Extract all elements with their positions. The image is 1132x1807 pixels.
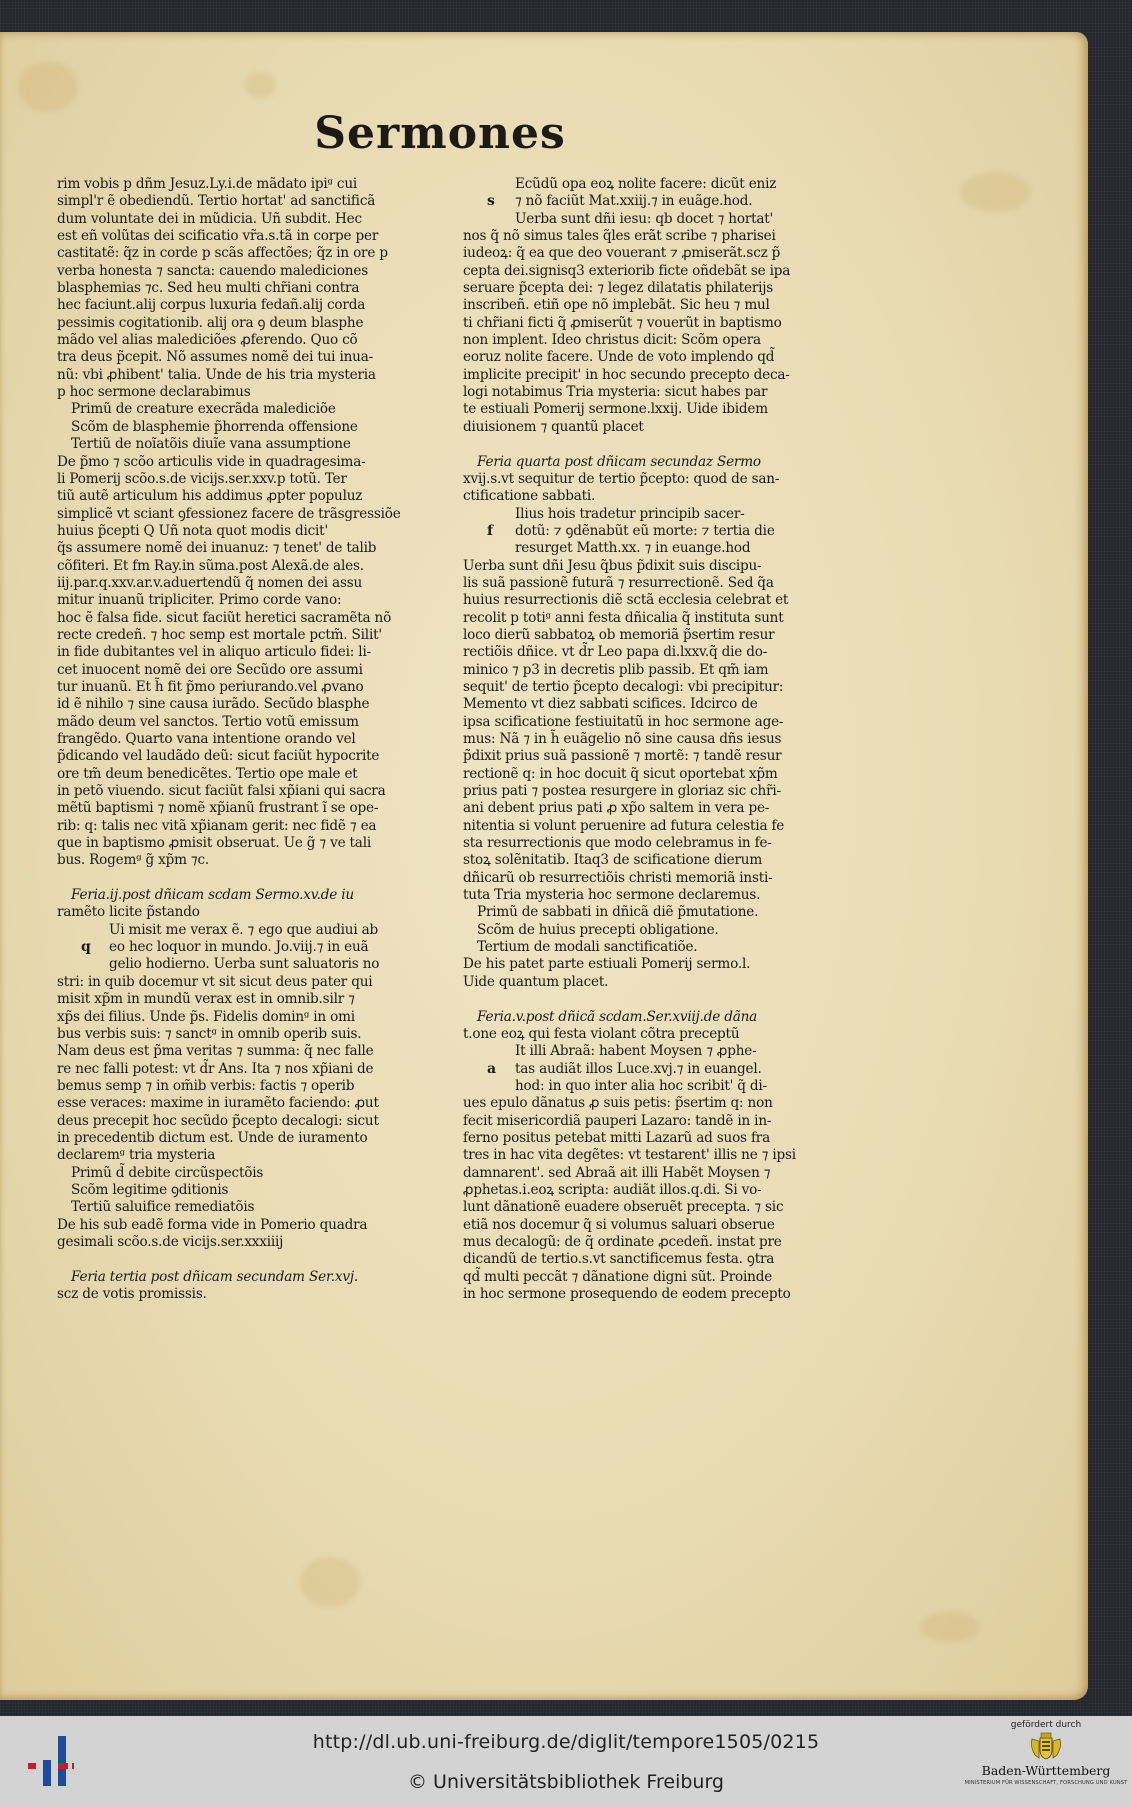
text-line: Ilius hois tradetur principib sacer- [515, 505, 745, 522]
text-line: mus decalogũ: de q̃ ordinate ꝓcedeñ. instat pre [463, 1233, 782, 1250]
text-line: est eñ volũtas dei scificatio vr̃a.s.tã in corpe per [57, 228, 379, 245]
text-line: Scõm de huius precepti obligatione. [477, 921, 719, 938]
text-line: cepta dei.signisq3 exteriorib ficte oñdebãt se ipa [463, 262, 791, 279]
text-line: bus verbis suis: ⁊ sanctᵍ in omnib operib suis. [57, 1025, 362, 1042]
text-line: It illi Abraã: habent Moysen ⁊ ꝓphe- [515, 1043, 757, 1060]
text-line: cet inuocent nomẽ dei ore Secũdo ore assumi [57, 661, 363, 678]
text-line: Memento vt diez sabbati scifices. Idcirco de [463, 696, 758, 713]
text-line: in hoc sermone prosequendo de eodem precepto [463, 1286, 791, 1302]
text-line: stoꝝ solẽnitatib. Itaq3 de scificatione dierum [463, 852, 763, 869]
text-line: nos q̃ nõ simus tales q̃les erãt scribe ⁊ pharisei [463, 228, 776, 245]
logo-red-bar-right [58, 1763, 68, 1771]
text-line: rectionẽ q: in hoc docuit q̃ sicut oportebat xp̃m [463, 765, 778, 782]
text-line: tres in hac vita degẽtes: vt testarent' illis ne ⁊ ipsi [463, 1147, 796, 1164]
text-line: ore tm̃ deum benedicẽtes. Tertio ope male et [57, 765, 358, 782]
text-line: De p̃mo ⁊ scõo articulis vide in quadragesima- [57, 453, 366, 470]
text-line: implicite precipit' in hoc secundo precepto deca- [463, 366, 790, 383]
text-line: rib: q: talis nec vitã xp̃ianam gerit: nec fidẽ ⁊ ea [57, 817, 377, 834]
paragraph-gap [463, 436, 843, 453]
text-line: castitatẽ: q̃z in corde p scãs affectões; q̃z in ore p [57, 245, 388, 262]
text-line: id ẽ nihilo ⁊ sine causa iurãdo. Secũdo blasphe [57, 696, 370, 713]
paragraph-gap [463, 991, 843, 1008]
text-line: xvij.s.vt sequitur de tertio p̃cepto: quod de san- [463, 470, 780, 487]
text-line: sta resurrectionis que modo celebramus in fe- [463, 835, 772, 852]
paper-stain [960, 172, 1030, 212]
text-line: verba honesta ⁊ sancta: cauendo malediciones [57, 262, 368, 279]
paper-stain [245, 72, 275, 98]
text-line: recolit p totiᵍ anni festa dñicalia q̃ instituta sunt [463, 609, 784, 626]
text-line: huius p̃cepti Q Uñ nota quot modis dicit' [57, 522, 328, 539]
text-line: eoruz nolite facere. Unde de voto implendo qd̃ [463, 349, 775, 366]
text-line: in fide dubitantes vel in aliquo articulo fidei: li- [57, 644, 371, 661]
text-line: inscribeñ. etiñ ope nõ implebãt. Sic heu ⁊ mul [463, 297, 770, 314]
text-line: iudeoꝝ: q̃ ea que deo vouerant ⁊ ꝓmiserãt.scz p̃ [463, 245, 781, 262]
text-line: Primũ d̃ debite circũspectõis [71, 1164, 264, 1181]
text-line: dotũ: ⁊ ꝯdẽnabũt eũ morte: ⁊ tertia die [515, 522, 775, 539]
text-column-right [463, 176, 843, 1303]
text-line: minico ⁊ p3 in decretis plib passib. Et qm̃ iam [463, 661, 769, 678]
text-line: in precedentib dictum est. Unde de iuramento [57, 1129, 368, 1146]
text-line: eo hec loquor in mundo. Jo.viij.⁊ in euã [109, 939, 369, 956]
text-line: etiã nos docemur q̃ si volumus saluari obserue [463, 1216, 775, 1233]
text-line: bus. Rogemᵍ g̃ xp̃m ⁊c. [57, 852, 209, 869]
funder-ministry: MINISTERIUM FÜR WISSENSCHAFT, FORSCHUNG UND KUNST [964, 1780, 1128, 1786]
text-line: sequit' de tertio p̃cepto decalogi: vbi precipitur: [463, 678, 784, 695]
paper-stain [18, 62, 78, 112]
text-line: pessimis cogitationib. alij ora ꝯ deum blasphe [57, 314, 364, 331]
text-line: Ui misit me verax ẽ. ⁊ ego que audiui ab [109, 921, 379, 938]
text-line: lunt dãnationẽ euadere obseruẽt precepta. ⁊ sic [463, 1199, 784, 1216]
text-line: Scõm legitime ꝯditionis [71, 1181, 229, 1198]
text-line: deus precepit hoc secũdo p̃cepto decalogi: sicut [57, 1112, 379, 1129]
text-line: frangẽdo. Quarto vana intentione orando vel [57, 731, 356, 747]
text-line: stri: in quib docemur vt sit sicut deus pater qui [57, 973, 373, 990]
text-line: te estiuali Pomerij sermone.lxxij. Uide ibidem [463, 401, 768, 418]
text-line: mãdo deum vel sanctos. Tertio votũ emissum [57, 713, 359, 730]
text-line: Uerba sunt dñi iesu: qb docet ⁊ hortat' [515, 210, 774, 227]
text-line: ferno positus petebat mitti Lazarũ ad suos fra [463, 1129, 770, 1146]
text-line: Tertiũ saluifice remediatõis [71, 1199, 255, 1216]
text-line: tra deus p̃cepit. Nõ assumes nomẽ dei tui inua- [57, 349, 373, 366]
text-line: hod: in quo inter alia hoc scribit' q̃ di- [515, 1077, 767, 1094]
text-line: rim vobis p dñm Jesuz.Ly.i.de mãdato ipiᵍ cui [57, 176, 358, 192]
text-line: scz de votis promissis. [57, 1286, 207, 1302]
text-line: mus: Nã ⁊ in h̃ euãgelio nõ sine causa dñs iesus [463, 731, 782, 747]
text-line: hoc ẽ falsa fide. sicut faciũt heretici sacramẽta nõ [57, 609, 392, 626]
text-line: dñicarũ ob resurrectiõis christi memoriã insti- [463, 869, 773, 886]
text-line: mãdo vel alias malediciões ꝓferendo. Quo cõ [57, 332, 358, 349]
text-line: tiũ autẽ articulum his addimus ꝓpter populuz [57, 488, 363, 505]
baden-wuerttemberg-crest-icon [1029, 1731, 1063, 1761]
text-line: hec faciunt.alij corpus luxuria fedañ.alij corda [57, 297, 366, 314]
text-line: p̃dicando vel laudãdo deũ: sicut faciũt hypocrite [57, 748, 380, 765]
sermon-heading-line: Feria quarta post dñicam secundaz Sermo [477, 453, 761, 470]
text-line: qd̃ multi peccãt ⁊ dãnatione digni sũt. Proinde [463, 1268, 773, 1285]
text-line: ctificatione sabbati. [463, 488, 596, 505]
text-line: declaremᵍ tria mysteria [57, 1147, 216, 1164]
text-line: misit xp̃m in mundũ verax est in omnib.silr ⁊ [57, 991, 355, 1008]
text-line: q̃s assumere nomẽ dei inuanuz: ⁊ tenet' de talib [57, 540, 377, 557]
text-line: p hoc sermone declarabimus [57, 384, 251, 401]
text-line: loco dierũ sabbatoꝝ ob memoriã p̃sertim resur [463, 626, 775, 643]
text-line: ani debent prius pati ꝓ xp̃o saltem in vera pe- [463, 800, 770, 817]
text-line: tur inuanũ. Et h̃ fit p̃mo periurando.vel ꝓvano [57, 678, 364, 695]
text-column-left [57, 176, 437, 1303]
paper-stain [920, 1612, 980, 1642]
text-line: bemus semp ⁊ in om̃ib verbis: factis ⁊ operib [57, 1077, 355, 1094]
text-line: ues epulo dãnatus ꝓ suis petis: p̃sertim q: non [463, 1095, 773, 1112]
text-line: nitentia si volunt peruenire ad futura celestia fe [463, 817, 785, 834]
text-line: non implent. Ideo christus dicit: Scõm opera [463, 332, 761, 349]
running-title: Sermones [314, 108, 566, 159]
text-line: cõfiteri. Et fm Ray.in sũma.post Alexã.de ales. [57, 557, 364, 574]
sermon-heading-line: Feria.v.post dñicã scdam.Ser.xviij.de dãna [477, 1008, 758, 1025]
text-line: mẽtũ baptismi ⁊ nomẽ xp̃ianũ frustrant ĩ se ope- [57, 800, 379, 817]
text-line: De his sub eadẽ forma vide in Pomerio quadra [57, 1216, 368, 1233]
text-line: seruare p̃cepta dei: ⁊ legez dilatatis philaterijs [463, 280, 774, 297]
text-line: ramẽto licite p̃stando [57, 904, 200, 921]
text-line: Primũ de sabbati in dñicã diẽ p̃mutatione. [477, 904, 759, 921]
paragraph-gap [57, 870, 437, 887]
funder-label: gefördert durch [1010, 1720, 1082, 1730]
text-line: esse veraces: maxime in iuramẽto faciendo: ꝓut [57, 1095, 379, 1112]
text-line: xp̃s dei filius. Unde p̃s. Fidelis dominᵍ in omi [57, 1008, 355, 1025]
text-line: blasphemias ⁊c. Sed heu multi chr̃iani contra [57, 280, 360, 297]
funder-block [960, 1719, 1132, 1805]
text-line: Tertium de modali sanctificatiõe. [477, 939, 698, 956]
text-line: ꝓphetas.i.eoꝝ scripta: audiãt illos.q.di. Si vo- [463, 1181, 762, 1198]
text-line: tuta Tria mysteria hoc sermone declaremus. [463, 887, 761, 904]
text-line: rectiõis dñice. vt d̃r Leo papa di.lxxv.q̃ die do- [463, 644, 768, 661]
text-line: prius pati ⁊ postea resurgere in gloriaz sic chr̃i- [463, 783, 781, 800]
text-line: mitur inuanũ tripliciter. Primo corde vano: [57, 592, 342, 609]
text-line: lis suã passionẽ futurã ⁊ resurrectionẽ. Sed q̃a [463, 574, 774, 591]
copyright-notice: © Universitätsbibliothek Freiburg [408, 1771, 724, 1793]
logo-red-bar-left [28, 1763, 36, 1769]
text-line: ⁊ nõ faciũt Mat.xxiij.⁊ in euãge.hod. [515, 193, 753, 210]
text-line: p̃dixit prius suã passionẽ ⁊ mortẽ: ⁊ tandẽ resur [463, 748, 782, 765]
text-line: iij.par.q.xxv.ar.v.aduertendũ q̃ nomen dei assu [57, 574, 363, 591]
text-line: fecit misericordiã pauperi Lazaro: tandẽ in in- [463, 1112, 772, 1129]
initial-guide-letter: a [487, 1060, 496, 1077]
text-line: li Pomerij scõo.s.de vicijs.ser.xxv.p totũ. Ter [57, 470, 347, 487]
text-line: nũ: vbi ꝓhibent' talia. Unde de his tria mysteria [57, 366, 376, 383]
text-line: recte credeñ. ⁊ hoc semp est mortale pctm̃. Silit' [57, 626, 382, 643]
text-line: gelio hodierno. Uerba sunt saluatoris no [109, 956, 380, 973]
text-line: Uerba sunt dñi Jesu q̃bus p̃dixit suis discipu- [463, 557, 762, 574]
text-line: tas audiãt illos Luce.xvj.⁊ in euangel. [515, 1060, 762, 1077]
text-line: huius resurrectionis diẽ sctã ecclesia celebrat et [463, 592, 789, 609]
text-line: De his patet parte estiuali Pomerij sermo.l. [463, 956, 751, 973]
text-line: Ecũdũ opa eoꝝ nolite facere: dicũt eniz [515, 176, 777, 192]
text-line: Scõm de blasphemie p̃horrenda offensione [71, 418, 358, 435]
text-line: que in baptismo ꝓmisit obseruat. Ue g̃ ⁊ ve tali [57, 835, 372, 852]
text-line: resurget Matth.xx. ⁊ in euange.hod [515, 540, 751, 557]
text-line: simpl'r ẽ obediendũ. Tertio hortat' ad sanctificã [57, 193, 376, 210]
text-line: gesimali scõo.s.de vicijs.ser.xxxiiij [57, 1233, 284, 1250]
text-line: dum voluntate dei in mũdicia. Uñ subdit. Hec [57, 210, 362, 227]
text-line: dicandũ de tertio.s.vt sanctificemus festa. ꝯtra [463, 1251, 775, 1268]
text-line: Primũ de creature execrãda malediciõe [71, 401, 336, 418]
sermon-heading-line: Feria tertia post dñicam secundam Ser.xvj. [71, 1268, 358, 1285]
sermon-heading-line: Feria.ij.post dñicam scdam Sermo.xv.de iu [71, 887, 354, 904]
text-line: damnarent'. sed Abraã ait illi Habẽt Moysen ⁊ [463, 1164, 771, 1181]
text-line: in petõ viuendo. sicut faciũt falsi xp̃iani qui sacra [57, 783, 386, 800]
text-line: re nec falli potest: vt d̃r Ans. Ita ⁊ nos xp̃iani de [57, 1060, 374, 1077]
paragraph-gap [57, 1251, 437, 1268]
paper-stain [300, 1557, 360, 1607]
permalink-url[interactable]: http://dl.ub.uni-freiburg.de/diglit/tempore1505/0215 [312, 1731, 820, 1753]
initial-guide-letter: s [487, 193, 495, 210]
initial-guide-letter: f [487, 523, 493, 539]
text-line: Tertiũ de noĩatõis diuĩe vana assumptione [71, 436, 351, 453]
initial-guide-letter: q [81, 939, 91, 956]
text-line: simplicẽ vt sciant ꝯfessionez facere de trãsgressiõe [57, 505, 401, 522]
text-line: Uide quantum placet. [463, 973, 609, 990]
footer-bar [0, 1716, 1132, 1807]
text-line: ti chr̃iani ficti q̃ ꝓmiserũt ⁊ vouerũt in baptismo [463, 314, 782, 331]
text-line: ipsa scificatione festiuitatũ in hoc sermone age- [463, 713, 784, 730]
text-line: diuisionem ⁊ quantũ placet [463, 418, 644, 435]
funder-name: Baden-Württemberg [981, 1763, 1111, 1778]
text-line: t.one eoꝝ qui festa violant cõtra preceptũ [463, 1025, 740, 1042]
text-line: Nam deus est p̃ma veritas ⁊ summa: q̃ nec falle [57, 1043, 374, 1060]
text-line: logi notabimus Tria mysteria: sicut habes par [463, 384, 768, 401]
